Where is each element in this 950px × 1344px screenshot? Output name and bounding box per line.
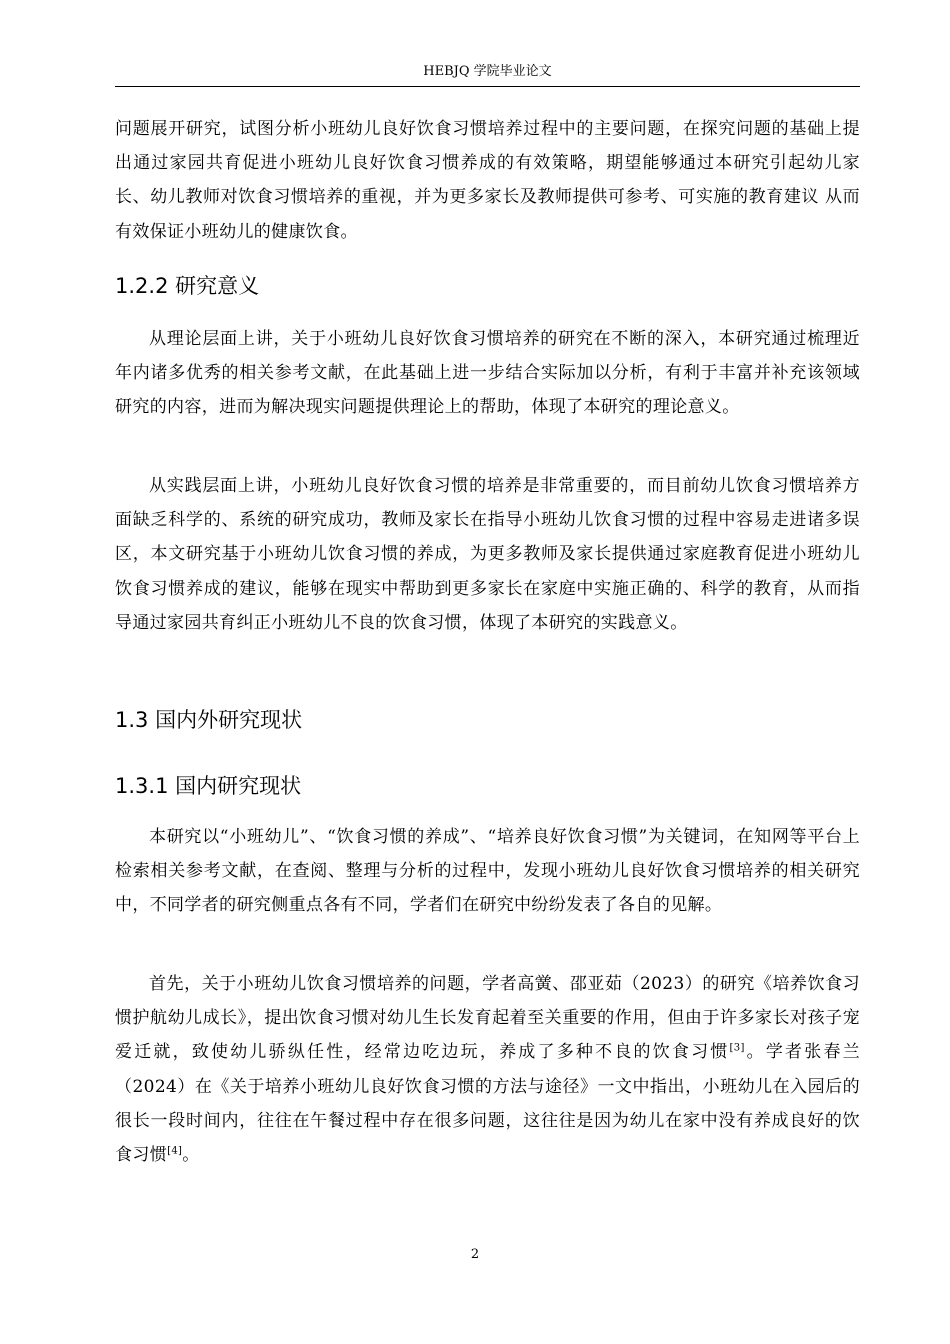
heading-1-3-1: 1.3.1 国内研究现状	[115, 774, 302, 798]
citation-ref-4: [4]	[167, 1145, 183, 1157]
paragraph-theoretical-significance: 从理论层面上讲，关于小班幼儿良好饮食习惯培养的研究在不断的深入，本研究通过梳理近年内诸多优秀的相关参考文献，在此基础上进一步结合实际加以分析，有利于丰富并补充该领域研究的内容，进而为解决现实问题提供理论上的帮助，体现了本研究的理论意义。	[115, 329, 860, 418]
citation-ref-3: [3]	[729, 1042, 745, 1054]
page-number: 2	[470, 1247, 480, 1262]
paragraph-practical-significance: 从实践层面上讲，小班幼儿良好饮食习惯的培养是非常重要的，而目前幼儿饮食习惯培养方面缺乏科学的、系统的研究成功，教师及家长在指导小班幼儿饮食习惯的过程中容易走进诸多误区，本文研究基于小班幼儿饮食习惯的养成，为更多教师及家长提供通过家庭教育促进小班幼儿饮食习惯养成的建议，能够在现实中帮助到更多家长在家庭中实施正确的、科学的教育，从而指导通过家园共育纠正小班幼儿不良的饮食习惯，体现了本研究的实践意义。	[115, 476, 860, 633]
paragraph-text-part-1: 首先，关于小班幼儿饮食习惯培养的问题，学者高黉、邵亚茹（2023）的研究《培养饮食习惯护航幼儿成长》，提出饮食习惯对幼儿生长发育起着至关重要的作用，但由于许多家长对孩子宠爱迁就，致使幼儿骄纵任性，经常边吃边玩，养成了多种不良的饮食习惯	[115, 974, 860, 1063]
paragraph-research-aim-continued: 问题展开研究，试图分析小班幼儿良好饮食习惯培养过程中的主要问题，在探究问题的基础上提出通过家园共育促进小班幼儿良好饮食习惯养成的有效策略，期望能够通过本研究引起幼儿家长、幼儿教师对饮食习惯培养的重视，并为更多家长及教师提供可参考、可实施的教育建议 从而有效保证小班幼儿的健康饮食。	[115, 119, 860, 242]
paragraph-text-part-2: 。学者张春兰（2024）在《关于培养小班幼儿良好饮食习惯的方法与途径》一文中指出，小班幼儿在入园后的很长一段时间内，往往在午餐过程中存在很多问题，这往往是因为幼儿在家中没有养成良好的饮食习惯	[115, 1042, 860, 1166]
heading-1-3: 1.3 国内外研究现状	[115, 708, 303, 732]
paragraph-domestic-research-intro: 本研究以“小班幼儿”、“饮食习惯的养成”、“培养良好饮食习惯”为关键词，在知网等平台上检索相关参考文献，在查阅、整理与分析的过程中，发现小班幼儿良好饮食习惯培养的相关研究中，不同学者的研究侧重点各有不同，学者们在研究中纷纷发表了各自的见解。	[115, 827, 860, 916]
heading-1-2-2: 1.2.2 研究意义	[115, 274, 260, 298]
paragraph-domestic-research-scholars	[115, 967, 860, 1172]
paragraph-text-part-3: 。	[182, 1145, 200, 1166]
page-header: HEBJQ 学院毕业论文	[423, 64, 552, 79]
header-rule	[115, 86, 860, 87]
